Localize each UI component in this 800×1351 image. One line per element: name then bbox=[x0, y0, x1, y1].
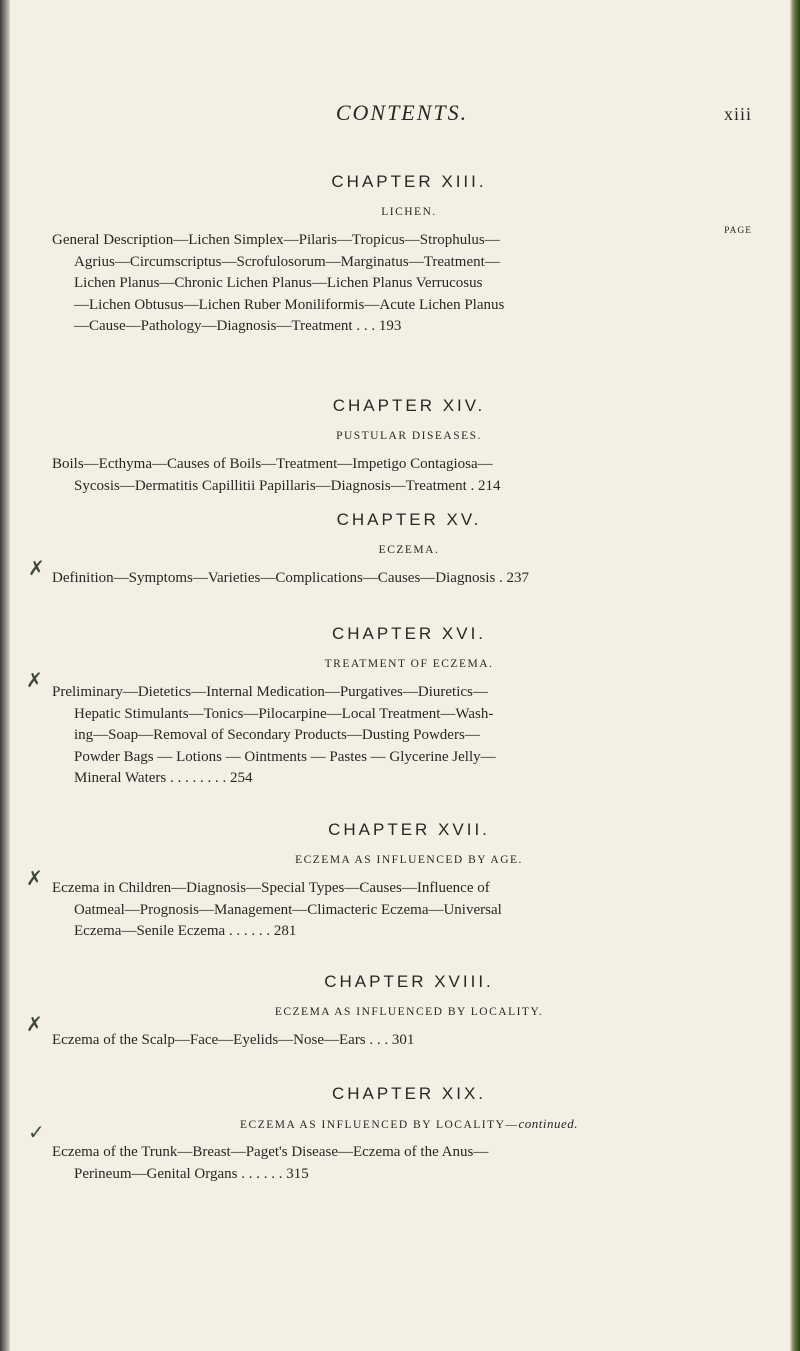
pencil-mark-icon: ✗ bbox=[26, 866, 43, 890]
chapter-entry bbox=[52, 682, 752, 790]
chapter-entry bbox=[52, 568, 752, 590]
entry-line: —Lichen Obtusus—Lichen Ruber Moniliformis—Acute Lichen Planus bbox=[74, 296, 505, 313]
entry-line: Oatmeal—Prognosis—Management—Climacteric Eczema—Universal bbox=[74, 901, 502, 918]
chapter-xv bbox=[52, 508, 752, 590]
entry-line: Perineum—Genital Organs . . . . . . 315 bbox=[74, 1165, 309, 1182]
entry-line: Definition—Symptoms—Varieties—Complications—Causes—Diagnosis . 237 bbox=[52, 570, 530, 586]
chapter-subtitle: ECZEMA AS INFLUENCED BY LOCALITY. bbox=[274, 1006, 544, 1018]
pencil-mark-icon: ✗ bbox=[26, 668, 43, 692]
pencil-mark-icon: ✗ bbox=[26, 1012, 43, 1036]
chapter-xvii bbox=[52, 818, 752, 943]
chapter-title: CHAPTER XVI. bbox=[331, 624, 487, 643]
entry-line: ing—Soap—Removal of Secondary Products—Dusting Powders— bbox=[74, 727, 480, 743]
entry-line: Eczema in Children—Diagnosis—Special Types—Causes—Influence of bbox=[52, 880, 490, 896]
chapter-xix bbox=[52, 1082, 752, 1185]
entry-line: General Description—Lichen Simplex—Pilaris—Tropicus—Strophulus— bbox=[52, 232, 500, 248]
chapter-subtitle-main: ECZEMA AS INFLUENCED BY LOCALITY— bbox=[240, 1119, 519, 1131]
chapter-entry bbox=[52, 1142, 752, 1185]
chapter-title: CHAPTER XIV. bbox=[332, 396, 486, 415]
page-folio: xiii bbox=[723, 104, 752, 124]
chapter-subtitle: ECZEMA. bbox=[378, 544, 440, 556]
chapter-subtitle: PUSTULAR DISEASES. bbox=[336, 430, 482, 442]
chapter-title: CHAPTER XVII. bbox=[328, 820, 490, 839]
entry-line: —Cause—Pathology—Diagnosis—Treatment . . . 193 bbox=[74, 318, 402, 334]
pencil-mark-icon: ✗ bbox=[28, 556, 45, 580]
pencil-mark-icon: ✓ bbox=[28, 1120, 45, 1144]
chapter-xvi bbox=[52, 622, 752, 790]
chapter-xiii bbox=[52, 170, 752, 338]
chapter-xviii bbox=[52, 970, 752, 1052]
chapter-entry bbox=[52, 454, 752, 497]
chapter-entry bbox=[52, 1030, 752, 1052]
chapter-subtitle: LICHEN. bbox=[381, 206, 437, 218]
page-gutter-shadow bbox=[0, 0, 10, 1351]
entry-line: Agrius—Circumscriptus—Scrofulosorum—Marginatus—Treatment— bbox=[74, 253, 500, 270]
chapter-title: CHAPTER XIX. bbox=[331, 1084, 487, 1103]
chapter-title: CHAPTER XVIII. bbox=[324, 972, 494, 991]
entry-line: Hepatic Stimulants—Tonics—Pilocarpine—Local Treatment—Wash- bbox=[74, 705, 494, 722]
entry-line: Mineral Waters . . . . . . . . 254 bbox=[74, 770, 253, 786]
chapter-entry bbox=[52, 878, 752, 943]
chapter-title: CHAPTER XIII. bbox=[331, 172, 487, 191]
entry-line: Eczema of the Scalp—Face—Eyelids—Nose—Ears . . . 301 bbox=[52, 1032, 415, 1048]
page-column-label: PAGE bbox=[724, 226, 752, 236]
chapter-xiv bbox=[52, 394, 752, 497]
chapter-subtitle: TREATMENT OF ECZEMA. bbox=[324, 658, 494, 670]
running-title: CONTENTS. bbox=[335, 100, 469, 125]
entry-line: Preliminary—Dietetics—Internal Medication—Purgatives—Diuretics— bbox=[52, 684, 488, 700]
entry-line: Boils—Ecthyma—Causes of Boils—Treatment—Impetigo Contagiosa— bbox=[52, 456, 493, 472]
chapter-subtitle-continued: continued. bbox=[518, 1116, 578, 1131]
page-edge-binding bbox=[790, 0, 800, 1351]
entry-line: Lichen Planus—Chronic Lichen Planus—Lichen Planus Verrucosus bbox=[74, 275, 483, 291]
chapter-title: CHAPTER XV. bbox=[336, 510, 482, 529]
chapter-subtitle: ECZEMA AS INFLUENCED BY AGE. bbox=[295, 854, 523, 866]
chapter-subtitle bbox=[66, 1114, 752, 1134]
entry-line: Eczema—Senile Eczema . . . . . . 281 bbox=[74, 923, 297, 939]
entry-line: Sycosis—Dermatitis Capillitii Papillaris—Diagnosis—Treatment . 214 bbox=[74, 477, 501, 494]
running-header bbox=[52, 100, 752, 134]
entry-line: Eczema of the Trunk—Breast—Paget's Disease—Eczema of the Anus— bbox=[52, 1144, 489, 1160]
chapter-entry bbox=[52, 230, 752, 338]
entry-line: Powder Bags — Lotions — Ointments — Pastes — Glycerine Jelly— bbox=[74, 748, 496, 765]
